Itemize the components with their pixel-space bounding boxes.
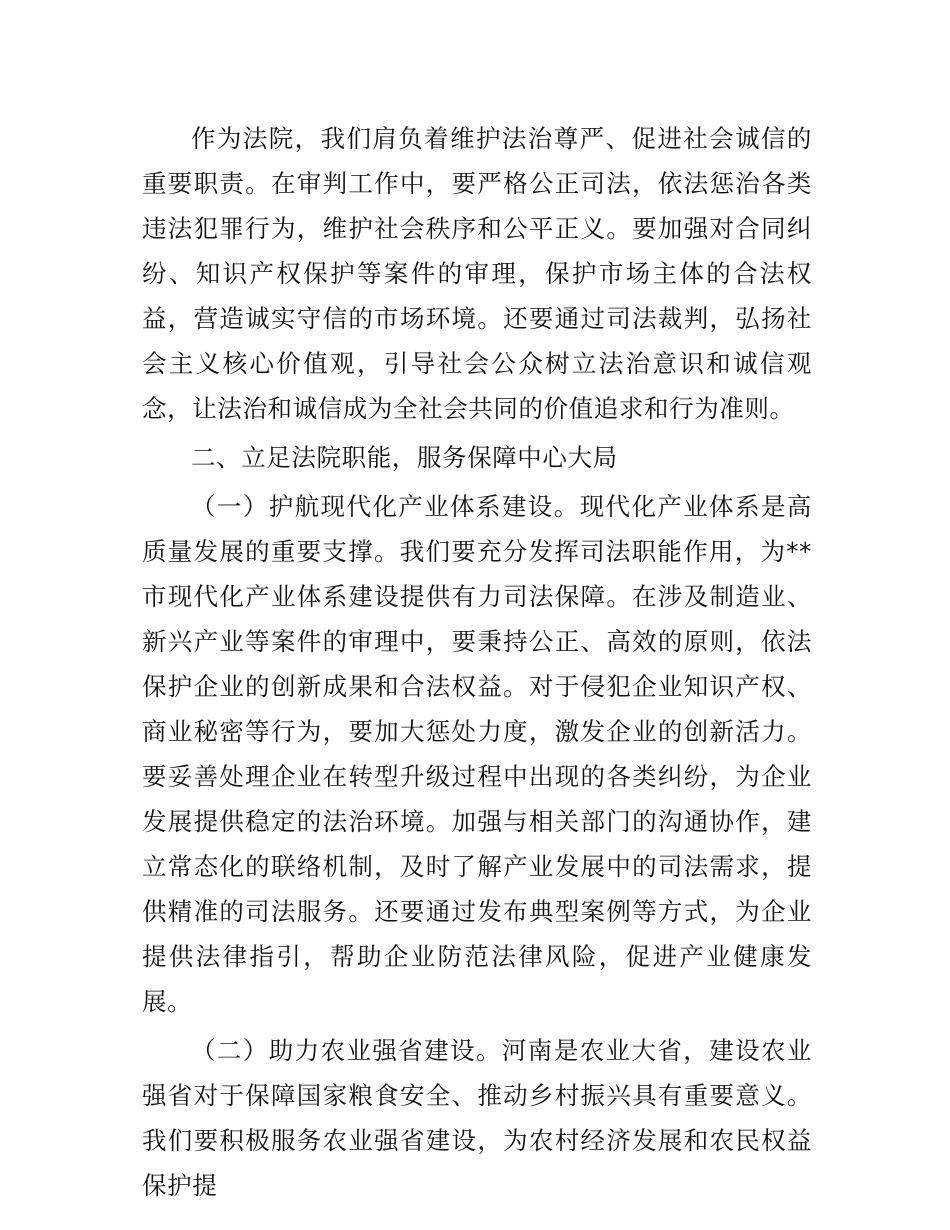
paragraph-court-responsibility: 作为法院，我们肩负着维护法治尊严、促进社会诚信的重要职责。在审判工作中，要严格公正司法，依法惩治各类违法犯罪行为，维护社会秩序和公平正义。要加强对合同纠纷、知识产权保护等案件的审理，保护市场主体的合法权益，营造诚实守信的市场环境。还要通过司法裁判，弘扬社会主义核心价值观，引导社会公众树立法治意识和诚信观念，让法治和诚信成为全社会共同的价值追求和行为准则。: [142, 124, 812, 423]
paragraph-modern-industry: （一）护航现代化产业体系建设。现代化产业体系是高质量发展的重要支撑。我们要充分发挥司法职能作用，为**市现代化产业体系建设提供有力司法保障。在涉及制造业、新兴产业等案件的审理中，要秉持公正、高效的原则，依法保护企业的创新成果和合法权益。对于侵犯企业知识产权、商业秘密等行为，要加大惩处力度，激发企业的创新活力。要妥善处理企业在转型升级过程中出现的各类纠纷，为企业发展提供稳定的法治环境。加强与相关部门的沟通协作，建立常态化的联络机制，及时了解产业发展中的司法需求，提供精准的司法服务。还要通过发布典型案例等方式，为企业提供法律指引，帮助企业防范法律风险，促进产业健康发展。: [142, 492, 812, 1016]
document-body: [142, 116, 812, 1212]
paragraph-agriculture-province: （二）助力农业强省建设。河南是农业大省，建设农业强省对于保障国家粮食安全、推动乡村振兴具有重要意义。我们要积极服务农业强省建设，为农村经济发展和农民权益保护提: [142, 1036, 812, 1200]
section-heading-two: 二、立足法院职能，服务保障中心大局: [191, 443, 618, 472]
